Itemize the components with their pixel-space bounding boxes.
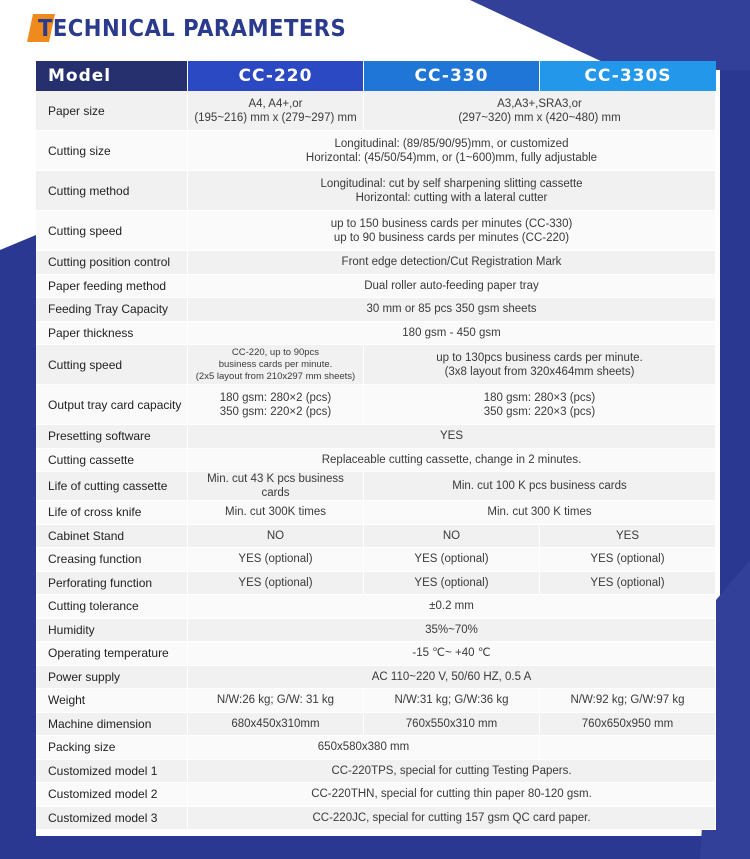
row-value: YES (optional) <box>364 572 540 596</box>
row-value-line: 350 gsm: 220×2 (pcs) <box>219 405 332 418</box>
row-value-line: 350 gsm: 220×3 (pcs) <box>483 405 596 418</box>
table-row <box>36 345 716 385</box>
row-value: 650x580x380 mm <box>188 736 540 760</box>
row-value-line: (3x8 layout from 320x464mm sheets) <box>444 365 635 378</box>
row-label: Cabinet Stand <box>36 525 188 549</box>
row-label: Operating temperature <box>36 642 188 666</box>
row-value-line: (2x5 layout from 210x297 mm sheets) <box>195 370 356 382</box>
row-label: Life of cutting cassette <box>36 472 188 501</box>
row-value-line: Longitudinal: (89/85/90/95)mm, or customized <box>334 137 569 150</box>
row-value: 30 mm or 85 pcs 350 gsm sheets <box>188 298 716 322</box>
table-row <box>36 525 716 549</box>
row-label: Machine dimension <box>36 713 188 737</box>
row-value <box>188 345 364 385</box>
row-value: CC-220TPS, special for cutting Testing Papers. <box>188 760 716 784</box>
row-value: Front edge detection/Cut Registration Mark <box>188 251 716 275</box>
table-row <box>36 385 716 425</box>
table-row <box>36 713 716 737</box>
table-row <box>36 807 716 831</box>
row-label: Paper feeding method <box>36 275 188 299</box>
table-row <box>36 501 716 525</box>
row-value <box>188 131 716 171</box>
row-label: Perforating function <box>36 572 188 596</box>
row-value-line: Horizontal: (45/50/54)mm, or (1~600)mm, fully adjustable <box>305 151 598 164</box>
row-label: Life of cross knife <box>36 501 188 525</box>
table-row <box>36 322 716 346</box>
table-row <box>36 642 716 666</box>
row-value: YES <box>188 425 716 449</box>
row-value-line: up to 90 business cards per minutes (CC-220) <box>333 231 570 244</box>
table-row <box>36 760 716 784</box>
row-value <box>364 91 716 131</box>
header-model: Model <box>36 61 188 91</box>
row-value: Min. cut 300 K times <box>364 501 716 525</box>
table-row <box>36 548 716 572</box>
table-row <box>36 595 716 619</box>
row-value-line: 180 gsm: 280×3 (pcs) <box>483 391 596 404</box>
row-label: Weight <box>36 689 188 713</box>
row-value: YES (optional) <box>364 548 540 572</box>
table-row <box>36 425 716 449</box>
row-value: CC-220THN, special for cutting thin paper 80-120 gsm. <box>188 783 716 807</box>
row-label: Feeding Tray Capacity <box>36 298 188 322</box>
spec-table-container <box>36 61 716 830</box>
row-label: Cutting position control <box>36 251 188 275</box>
row-value-line: CC-220, up to 90pcs <box>231 346 320 358</box>
table-row <box>36 619 716 643</box>
row-value-line: A3,A3+,SRA3,or <box>497 97 582 110</box>
table-row <box>36 783 716 807</box>
row-value <box>364 385 716 425</box>
row-value: YES (optional) <box>188 548 364 572</box>
row-label: Cutting speed <box>36 345 188 385</box>
table-row <box>36 736 716 760</box>
row-value <box>188 385 364 425</box>
table-row <box>36 472 716 501</box>
row-value-line: (297~320) mm x (420~480) mm <box>458 111 621 124</box>
table-row <box>36 298 716 322</box>
header-cc220: CC-220 <box>188 61 364 91</box>
table-row <box>36 171 716 211</box>
table-row <box>36 211 716 251</box>
row-label: Cutting method <box>36 171 188 211</box>
row-label: Cutting cassette <box>36 449 188 473</box>
row-value-line: (195~216) mm x (279~297) mm <box>194 111 357 124</box>
row-value: 760x550x310 mm <box>364 713 540 737</box>
row-value: 760x650x950 mm <box>540 713 716 737</box>
row-value: CC-220JC, special for cutting 157 gsm QC card paper. <box>188 807 716 831</box>
row-value: Min. cut 100 K pcs business cards <box>364 472 716 501</box>
row-value: Dual roller auto-feeding paper tray <box>188 275 716 299</box>
row-value <box>364 345 716 385</box>
header-row <box>36 61 716 91</box>
row-label: Paper size <box>36 91 188 131</box>
row-value: YES (optional) <box>540 572 716 596</box>
row-label: Presetting software <box>36 425 188 449</box>
table-row <box>36 251 716 275</box>
table-row <box>36 572 716 596</box>
row-label: Creasing function <box>36 548 188 572</box>
row-value-line: A4, A4+,or <box>248 97 303 110</box>
row-label: Humidity <box>36 619 188 643</box>
row-value: N/W:31 kg; G/W:36 kg <box>364 689 540 713</box>
row-value-line: up to 150 business cards per minutes (CC-330) <box>330 217 573 230</box>
row-value: ±0.2 mm <box>188 595 716 619</box>
page-title: TECHNICAL PARAMETERS <box>38 16 347 42</box>
row-value: N/W:26 kg; G/W: 31 kg <box>188 689 364 713</box>
row-label: Cutting tolerance <box>36 595 188 619</box>
row-value: YES (optional) <box>188 572 364 596</box>
row-label: Cutting speed <box>36 211 188 251</box>
row-value-empty <box>540 736 716 760</box>
table-row <box>36 131 716 171</box>
row-value: NO <box>188 525 364 549</box>
row-value: Min. cut 43 K pcs business cards <box>188 472 364 501</box>
header-cc330: CC-330 <box>364 61 540 91</box>
row-value: N/W:92 kg; G/W:97 kg <box>540 689 716 713</box>
row-label: Power supply <box>36 666 188 690</box>
row-value-line: business cards per minute. <box>218 358 333 370</box>
row-value <box>188 171 716 211</box>
row-label: Customized model 3 <box>36 807 188 831</box>
table-row <box>36 275 716 299</box>
spec-table <box>36 61 716 830</box>
row-value <box>188 91 364 131</box>
row-value: AC 110~220 V, 50/60 HZ, 0.5 A <box>188 666 716 690</box>
header-cc330s: CC-330S <box>540 61 716 91</box>
row-value-line: Longitudinal: cut by self sharpening slitting cassette <box>320 177 583 190</box>
row-label: Customized model 1 <box>36 760 188 784</box>
row-value: Min. cut 300K times <box>188 501 364 525</box>
row-value: 180 gsm - 450 gsm <box>188 322 716 346</box>
row-value-line: 180 gsm: 280×2 (pcs) <box>219 391 332 404</box>
row-label: Output tray card capacity <box>36 385 188 425</box>
table-row <box>36 449 716 473</box>
row-value-line: up to 130pcs business cards per minute. <box>436 351 643 364</box>
row-label: Cutting size <box>36 131 188 171</box>
row-value: YES <box>540 525 716 549</box>
row-value: YES (optional) <box>540 548 716 572</box>
row-value <box>188 211 716 251</box>
row-label: Customized model 2 <box>36 783 188 807</box>
row-label: Paper thickness <box>36 322 188 346</box>
row-value: Replaceable cutting cassette, change in 2 minutes. <box>188 449 716 473</box>
row-label: Packing size <box>36 736 188 760</box>
table-row <box>36 91 716 131</box>
row-value: NO <box>364 525 540 549</box>
row-value: -15 ℃~ +40 ℃ <box>188 642 716 666</box>
row-value-line: Horizontal: cutting with a lateral cutter <box>355 191 548 204</box>
table-row <box>36 666 716 690</box>
table-row <box>36 689 716 713</box>
row-value: 35%~70% <box>188 619 716 643</box>
row-value: 680x450x310mm <box>188 713 364 737</box>
